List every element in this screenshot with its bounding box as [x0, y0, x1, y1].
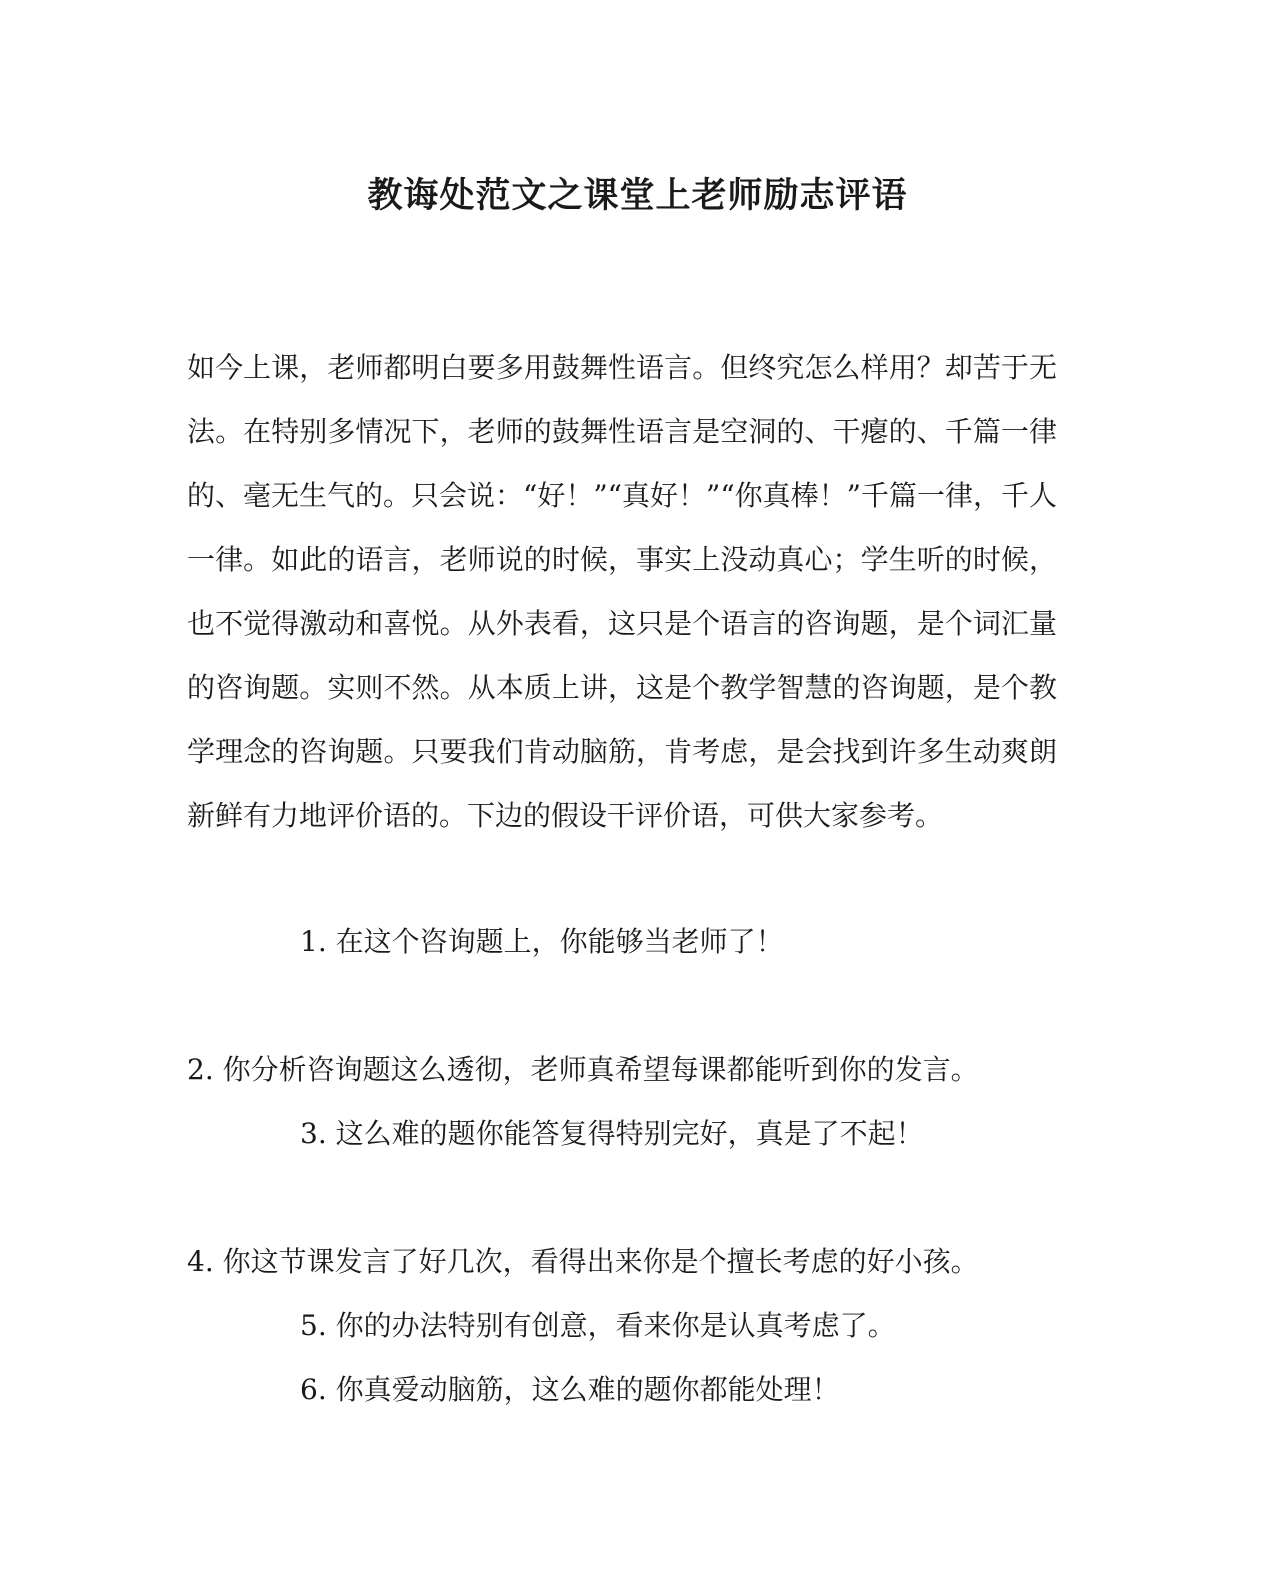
intro-paragraph: 如今上课，老师都明白要多用鼓舞性语言。但终究怎么样用？却苦于无法。在特别多情况下，老师的鼓舞性语言是空洞的、干瘪的、千篇一律的、毫无生气的。只会说：“好！”“真好！”“你真棒！”千篇一律，千人一律。如此的语言，老师说的时候，事实上没动真心；学生听的时候，也不觉得激动和喜悦。从外表看，这只是个语言的咨询题，是个词汇量的咨询题。实则不然。从本质上讲，这是个教学智慧的咨询题，是个教学理念的咨询题。只要我们肯动脑筋，肯考虑，是会找到许多生动爽朗新鲜有力地评价语的。下边的假设干评价语，可供大家参考。	[187, 351, 1057, 832]
list-item-3: 3. 这么难的题你能答复得特别完好，真是了不起！	[300, 1117, 924, 1150]
list-item-2: 2. 你分析咨询题这么透彻，老师真希望每课都能听到你的发言。	[187, 1053, 979, 1086]
list-item-4: 4. 你这节课发言了好几次，看得出来你是个擅长考虑的好小孩。	[187, 1245, 979, 1278]
list-item-5: 5. 你的办法特别有创意，看来你是认真考虑了。	[300, 1309, 896, 1342]
list-item-6: 6. 你真爱动脑筋，这么难的题你都能处理！	[300, 1373, 840, 1406]
document-title: 教诲处范文之课堂上老师励志评语	[367, 175, 908, 216]
list-item-1: 1. 在这个咨询题上，你能够当老师了！	[300, 925, 784, 958]
